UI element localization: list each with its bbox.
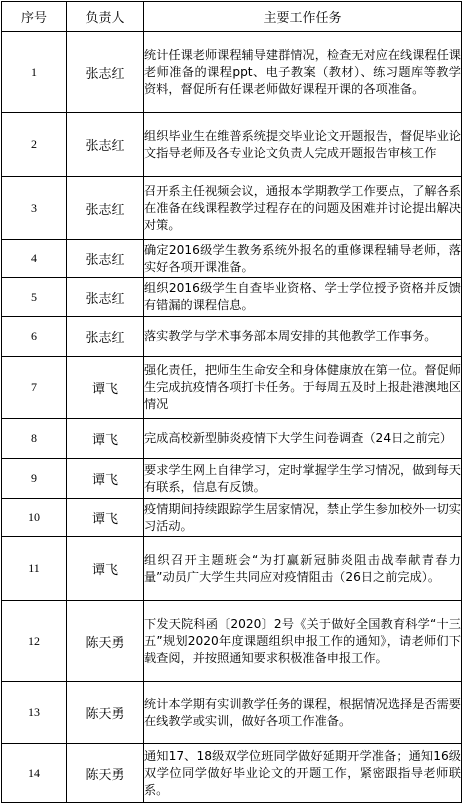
table-row bbox=[2, 32, 462, 113]
table-row bbox=[2, 682, 462, 744]
row-number: 3 bbox=[2, 177, 67, 240]
row-task: 组织召开主题班会“为打赢新冠肺炎阻击战奉献青春力量”动员广大学生共同应对疫情阻击（26日之前完成）。 bbox=[144, 537, 462, 601]
table-row bbox=[2, 537, 462, 601]
task-table bbox=[1, 1, 462, 803]
header-task: 主要工作任务 bbox=[144, 2, 462, 32]
row-number: 13 bbox=[2, 682, 67, 744]
table-row bbox=[2, 113, 462, 177]
row-task: 组织2016级学生自查毕业资格、学士学位授予资格并反馈有错漏的课程信息。 bbox=[144, 278, 462, 317]
row-task: 通知17、18级双学位班同学做好延期开学准备；通知16级双学位同学做好毕业论文的开题工作，紧密跟指导老师联系。 bbox=[144, 744, 462, 803]
row-person: 张志红 bbox=[67, 240, 144, 278]
table-row bbox=[2, 499, 462, 537]
row-task: 落实教学与学术事务部本周安排的其他教学工作事务。 bbox=[144, 317, 462, 357]
row-number: 12 bbox=[2, 601, 67, 682]
row-task: 下发天院科函〔2020〕2号《关于做好全国教育科学“十三五”规划2020年度课题组织申报工作的通知》，请老师们下载查阅，并按照通知要求积极准备申报工作。 bbox=[144, 601, 462, 682]
header-number: 序号 bbox=[2, 2, 67, 32]
row-number: 4 bbox=[2, 240, 67, 278]
row-number: 11 bbox=[2, 537, 67, 601]
table-row bbox=[2, 601, 462, 682]
row-task: 统计任课老师课程辅导建群情况，检查无对应在线课程任课老师准备的课程ppt、电子教案（教材）、练习题库等教学资料，督促所有任课老师做好课程开课的各项准备。 bbox=[144, 32, 462, 113]
task-sheet bbox=[1, 1, 461, 797]
row-person: 谭飞 bbox=[67, 357, 144, 419]
row-task: 确定2016级学生教务系统外报名的重修课程辅导老师，落实好各项开课准备。 bbox=[144, 240, 462, 278]
row-task: 强化责任，把师生生命安全和身体健康放在第一位。督促师生完成抗疫情各项打卡任务。于每周五及时上报赴港澳地区情况 bbox=[144, 357, 462, 419]
row-task: 召开系主任视频会议，通报本学期教学工作要点，了解各系在准备在线课程教学过程存在的问题及困难并讨论提出解决对策。 bbox=[144, 177, 462, 240]
row-number: 9 bbox=[2, 459, 67, 499]
header-person: 负责人 bbox=[67, 2, 144, 32]
row-person: 谭飞 bbox=[67, 499, 144, 537]
table-row bbox=[2, 177, 462, 240]
table-row bbox=[2, 317, 462, 357]
row-number: 6 bbox=[2, 317, 67, 357]
row-number: 1 bbox=[2, 32, 67, 113]
table-row bbox=[2, 278, 462, 317]
row-person: 谭飞 bbox=[67, 537, 144, 601]
table-row bbox=[2, 419, 462, 459]
header-row bbox=[2, 2, 462, 32]
row-person: 张志红 bbox=[67, 32, 144, 113]
row-person: 谭飞 bbox=[67, 459, 144, 499]
row-person: 张志红 bbox=[67, 113, 144, 177]
row-task: 要求学生网上自律学习，定时掌握学生学习情况，做到每天有联系，信息有反馈。 bbox=[144, 459, 462, 499]
row-person: 陈天勇 bbox=[67, 744, 144, 803]
row-task: 组织毕业生在维普系统提交毕业论文开题报告，督促毕业论文指导老师及各专业论文负责人完成开题报告审核工作 bbox=[144, 113, 462, 177]
row-task: 疫情期间持续跟踪学生居家情况，禁止学生参加校外一切实习活动。 bbox=[144, 499, 462, 537]
row-person: 张志红 bbox=[67, 177, 144, 240]
row-number: 8 bbox=[2, 419, 67, 459]
row-person: 陈天勇 bbox=[67, 682, 144, 744]
row-number: 5 bbox=[2, 278, 67, 317]
row-number: 7 bbox=[2, 357, 67, 419]
row-task: 统计本学期有实训教学任务的课程，根据情况选择是否需要在线教学或实训，做好各项工作准备。 bbox=[144, 682, 462, 744]
table-row bbox=[2, 357, 462, 419]
table-row bbox=[2, 744, 462, 803]
row-person: 张志红 bbox=[67, 317, 144, 357]
row-person: 张志红 bbox=[67, 278, 144, 317]
row-number: 10 bbox=[2, 499, 67, 537]
row-number: 2 bbox=[2, 113, 67, 177]
row-person: 谭飞 bbox=[67, 419, 144, 459]
row-task: 完成高校新型肺炎疫情下大学生问卷调查（24日之前完） bbox=[144, 419, 462, 459]
row-number: 14 bbox=[2, 744, 67, 803]
table-row bbox=[2, 240, 462, 278]
row-person: 陈天勇 bbox=[67, 601, 144, 682]
table-row bbox=[2, 459, 462, 499]
